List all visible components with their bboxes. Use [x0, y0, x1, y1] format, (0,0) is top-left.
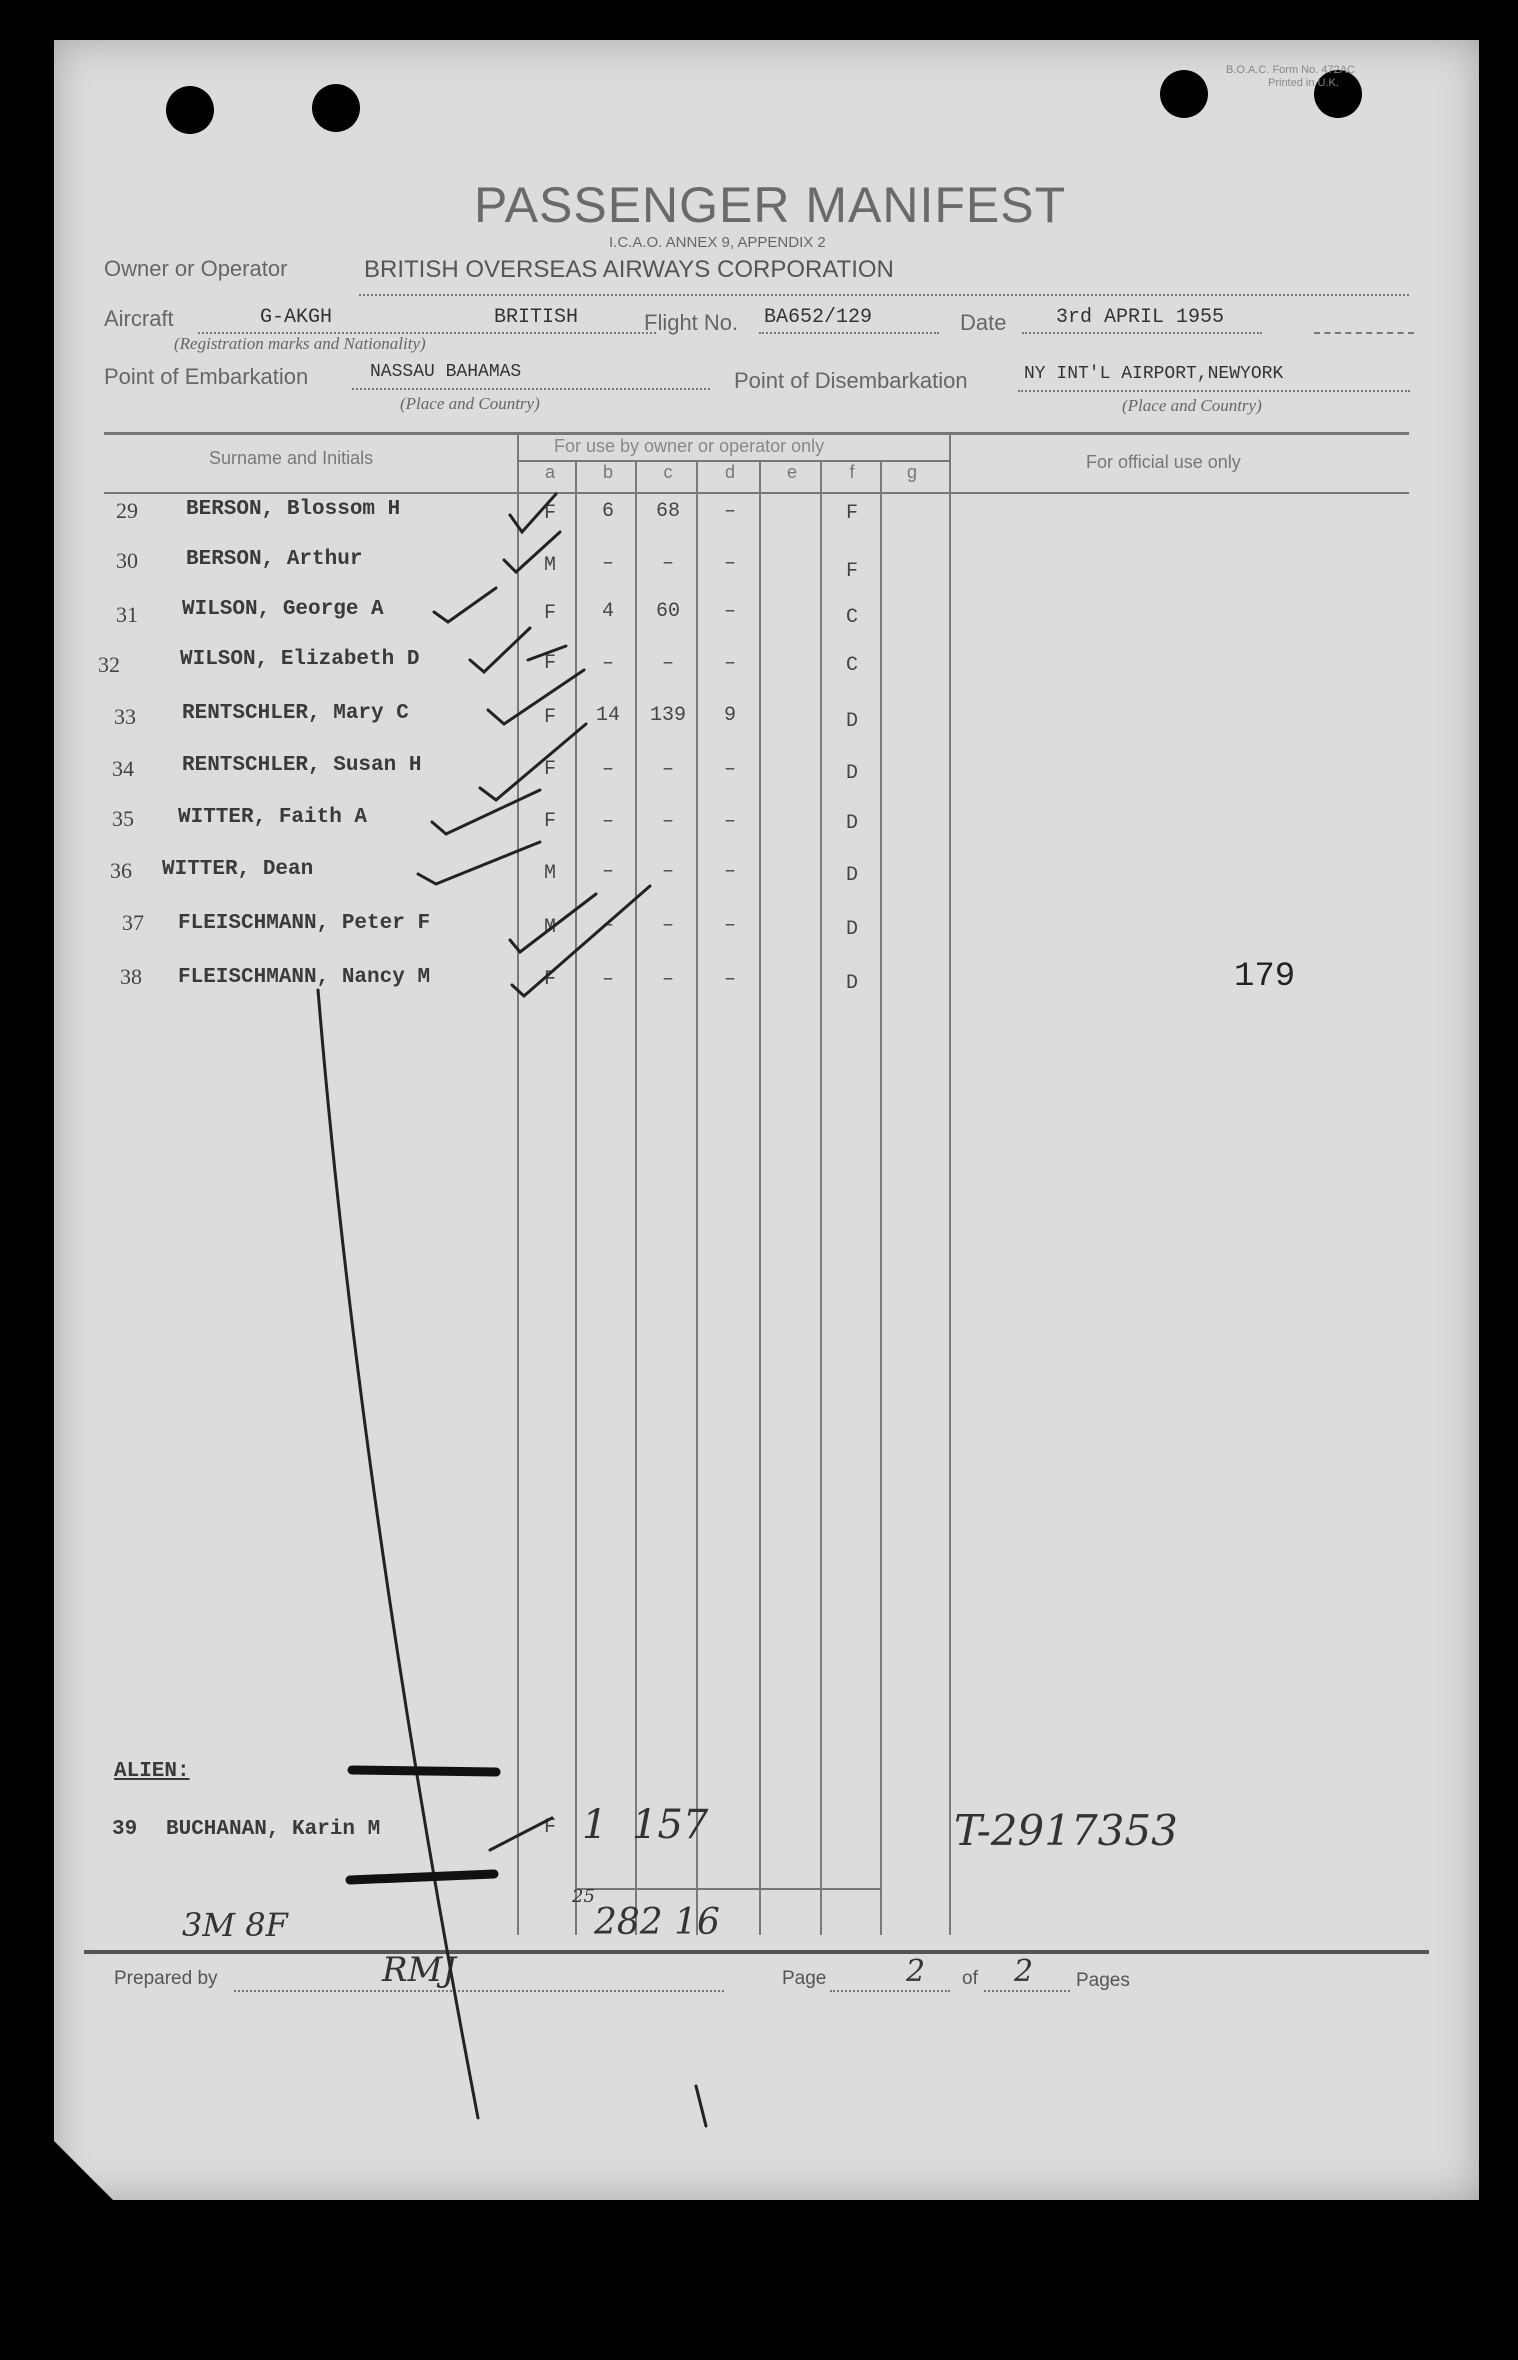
disembarkation-caption: (Place and Country) [1122, 396, 1262, 415]
cell-f: D [845, 812, 858, 835]
row-number: 33 [114, 704, 136, 729]
form-printed: Printed in U.K. [1268, 77, 1339, 89]
col-d-header: d [724, 462, 735, 482]
disembarkation-label: Point of Disembarkation [734, 368, 968, 393]
aircraft-label: Aircraft [104, 306, 174, 331]
embarkation-caption: (Place and Country) [400, 394, 540, 413]
cell-b: – [601, 860, 614, 883]
cell-c: 139 [649, 704, 686, 727]
cell-f: D [845, 864, 858, 887]
aircraft-caption: (Registration marks and Nationality) [174, 334, 426, 353]
row-number: 37 [122, 910, 144, 935]
cell-d: – [723, 860, 736, 883]
cell-f: C [845, 606, 858, 629]
alien-cell-c: 157 [632, 1802, 709, 1848]
row-number: 29 [116, 498, 138, 523]
date-value: 3rd APRIL 1955 [1056, 306, 1225, 329]
cell-d: – [723, 758, 736, 781]
cell-a: F [543, 758, 556, 781]
cell-b: – [601, 758, 614, 781]
cell-f: D [845, 762, 858, 785]
cell-a: M [543, 554, 556, 577]
flight-label: Flight No. [644, 310, 739, 335]
disembarkation-value: NY INT'L AIRPORT,NEWYORK [1024, 364, 1284, 384]
passenger-name: WILSON, George A [182, 598, 384, 621]
cell-d: – [723, 914, 736, 937]
embarkation-label: Point of Embarkation [104, 364, 309, 389]
cell-a: F [543, 602, 556, 625]
manifest-sheet [54, 40, 1479, 2200]
page-subtitle: I.C.A.O. ANNEX 9, APPENDIX 2 [609, 234, 826, 251]
owner-label: Owner or Operator [104, 256, 288, 281]
passenger-name: WILSON, Elizabeth D [180, 648, 420, 671]
cell-d: – [723, 968, 736, 991]
page-value: 2 [906, 1954, 926, 1989]
total-small: 25 [572, 1886, 595, 1907]
alien-cell-b: 1 [582, 1802, 608, 1848]
col-official-header: For official use only [1086, 452, 1241, 472]
date-label: Date [960, 310, 1007, 335]
passenger-name: FLEISCHMANN, Nancy M [178, 966, 431, 989]
of-label: of [962, 1968, 978, 1989]
punch-hole [312, 84, 360, 132]
cell-b: 4 [601, 600, 614, 623]
prepared-by-label: Prepared by [114, 1968, 218, 1989]
alien-cell-a: F [543, 1816, 556, 1839]
aircraft-registration: G-AKGH [260, 306, 333, 329]
cell-c: – [661, 810, 674, 833]
passenger-name: FLEISCHMANN, Peter F [178, 912, 431, 935]
cell-f: D [845, 918, 858, 941]
cell-b: – [601, 968, 614, 991]
gender-total: 3M 8F [182, 1906, 288, 1944]
cell-d: – [723, 810, 736, 833]
row-number: 32 [98, 652, 120, 677]
pages-value: 2 [1014, 1954, 1034, 1989]
cell-b: 6 [601, 500, 614, 523]
official-note: 179 [1234, 958, 1296, 996]
cell-f: F [845, 560, 858, 583]
cell-a: F [543, 968, 556, 991]
cell-f: C [845, 654, 858, 677]
col-a-header: a [544, 462, 555, 482]
cell-b: – [601, 552, 614, 575]
alien-passenger-name: BUCHANAN, Karin M [166, 1818, 381, 1841]
alien-official-number: T-2917353 [954, 1806, 1178, 1855]
passenger-name: WITTER, Dean [162, 858, 314, 881]
punch-hole [1160, 70, 1208, 118]
cell-c: – [661, 914, 674, 937]
passenger-name: BERSON, Blossom H [186, 498, 401, 521]
cell-c: – [661, 968, 674, 991]
cell-a: F [543, 706, 556, 729]
cell-d: – [723, 600, 736, 623]
col-c-header: c [663, 462, 673, 482]
passenger-name: WITTER, Faith A [178, 806, 368, 829]
cell-f: D [845, 710, 858, 733]
punch-hole [166, 86, 214, 134]
cell-d: – [723, 552, 736, 575]
cell-f: F [845, 502, 858, 525]
pages-label: Pages [1076, 1970, 1130, 1991]
form-code: B.O.A.C. Form No. 472AC [1226, 64, 1355, 76]
cell-a: F [543, 810, 556, 833]
cell-b: – [601, 652, 614, 675]
row-number: 36 [110, 858, 132, 883]
aircraft-nationality: BRITISH [494, 306, 579, 329]
prepared-by-value: RMJ [382, 1950, 457, 1990]
cell-a: F [543, 502, 556, 525]
alien-row-number: 39 [112, 1818, 138, 1841]
cell-d: 9 [723, 704, 736, 727]
cell-d: – [723, 652, 736, 675]
row-number: 31 [116, 602, 138, 627]
row-number: 30 [116, 548, 138, 573]
cell-c: – [661, 652, 674, 675]
col-surname-header: Surname and Initials [209, 448, 374, 468]
folded-corner [54, 2141, 114, 2201]
total-value: 282 16 [594, 1902, 720, 1943]
page-label: Page [782, 1968, 827, 1989]
cell-c: – [661, 552, 674, 575]
col-owner-header: For use by owner or operator only [554, 436, 825, 456]
flight-number: BA652/129 [764, 306, 873, 329]
alien-label: ALIEN: [114, 1760, 190, 1783]
cell-b: – [601, 914, 614, 937]
cell-a: M [543, 916, 556, 939]
embarkation-value: NASSAU BAHAMAS [370, 362, 522, 382]
row-number: 35 [112, 806, 134, 831]
passenger-name: RENTSCHLER, Susan H [182, 754, 422, 777]
cell-b: 14 [595, 704, 620, 727]
col-f-header: f [849, 462, 855, 482]
cell-c: – [661, 860, 674, 883]
passenger-name: RENTSCHLER, Mary C [182, 702, 409, 725]
col-g-header: g [906, 462, 917, 482]
cell-b: – [601, 810, 614, 833]
owner-value: BRITISH OVERSEAS AIRWAYS CORPORATION [364, 256, 894, 283]
passenger-name: BERSON, Arthur [186, 548, 363, 571]
cell-d: – [723, 500, 736, 523]
cell-c: 68 [655, 500, 680, 523]
cell-c: 60 [655, 600, 680, 623]
col-e-header: e [786, 462, 797, 482]
page-title: PASSENGER MANIFEST [474, 177, 1067, 233]
cell-a: M [543, 862, 556, 885]
row-number: 38 [120, 964, 142, 989]
cell-c: – [661, 758, 674, 781]
row-number: 34 [112, 756, 134, 781]
cell-a: F [543, 652, 556, 675]
col-b-header: b [602, 462, 613, 482]
cell-f: D [845, 972, 858, 995]
